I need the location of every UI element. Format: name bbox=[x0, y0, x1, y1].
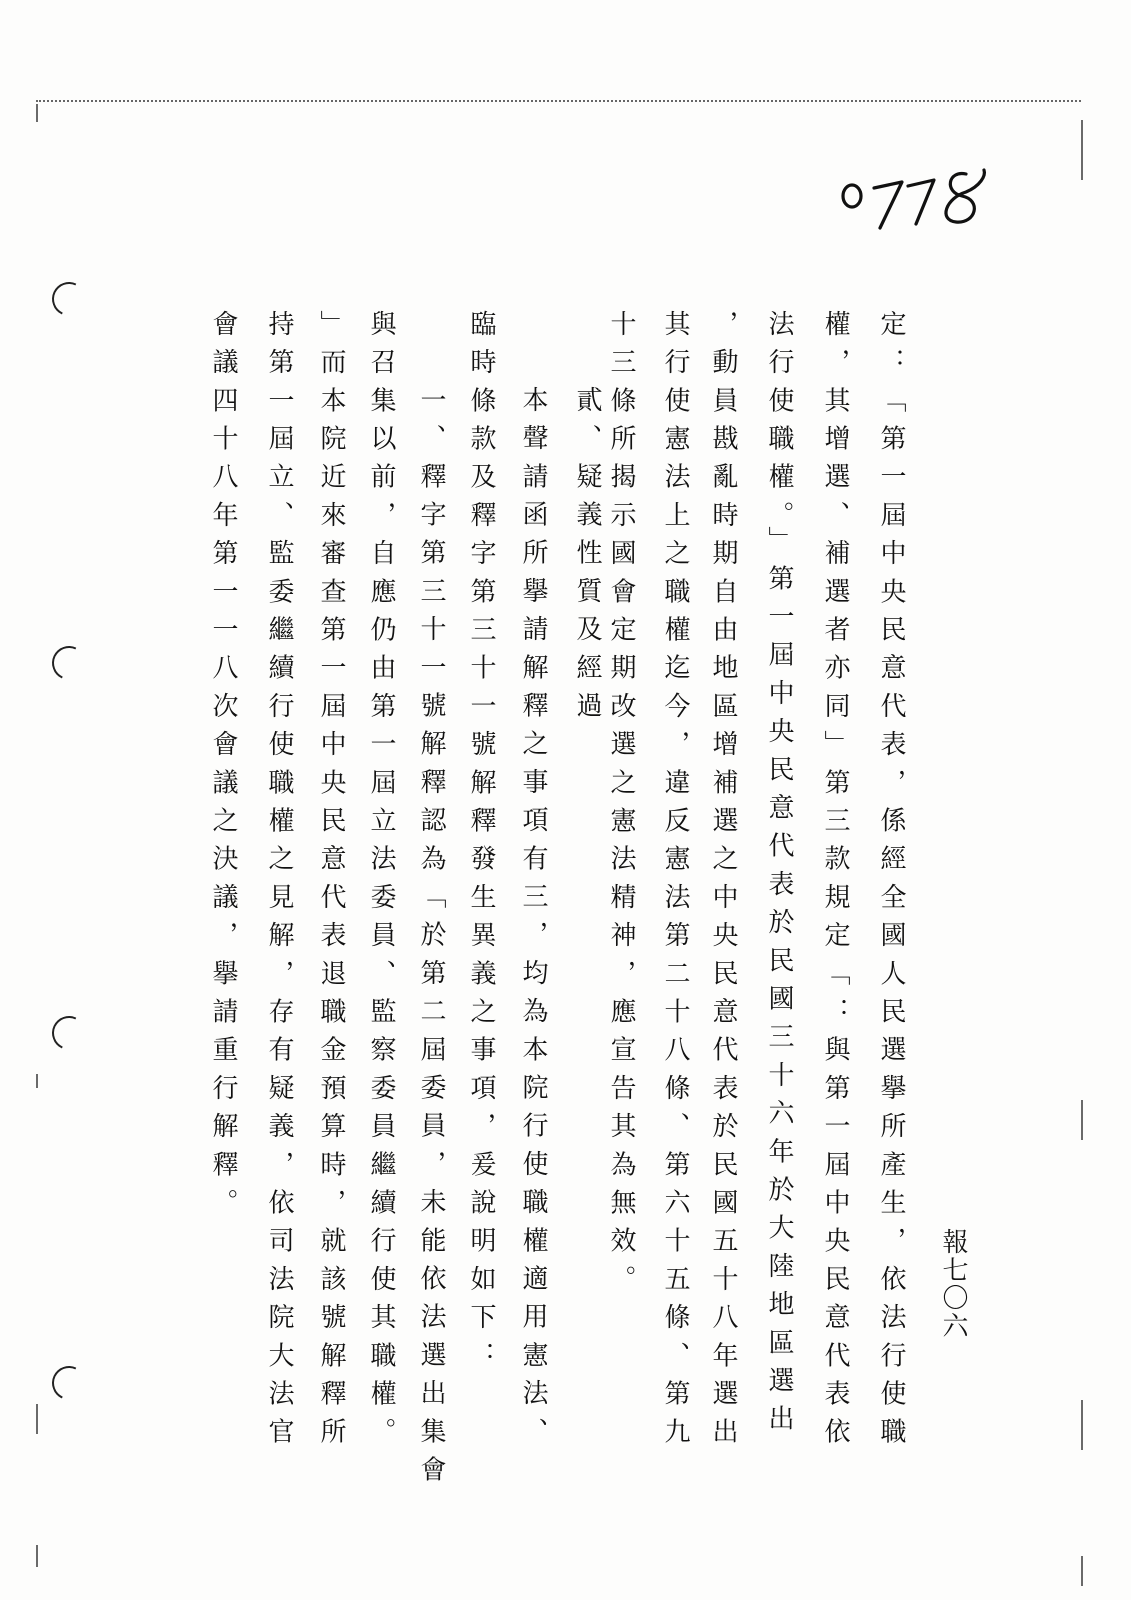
page-label: 報七〇六 bbox=[938, 1228, 968, 1340]
text-column-4: ，動員戡亂時期自由地區增補選之中央民意代表於民國五十八年選出 bbox=[708, 310, 738, 1456]
text-column-5: 其行使憲法上之職權迄今，違反憲法第二十八條、第六十五條、第九 bbox=[660, 310, 690, 1456]
text-column-3: 法行使職權。」第一屆中央民意代表於民國三十六年於大陸地區選出 bbox=[764, 310, 794, 1443]
text-column-12: 」而本院近來審查第一屆中央民意代表退職金預算時，就該號解釋所 bbox=[316, 310, 346, 1456]
top-scan-line bbox=[36, 100, 1081, 102]
punch-hole-mark bbox=[47, 641, 91, 685]
text-column-1: 定：「第一屆中央民意代表，係經全國人民選擧所產生，依法行使職 bbox=[876, 310, 906, 1456]
text-column-6: 十三條所揭示國會定期改選之憲法精神，應宣告其為無效。 bbox=[606, 310, 636, 1304]
text-column-8: 本聲請函所擧請解釋之事項有三，均為本院行使職權適用憲法、 bbox=[518, 386, 548, 1456]
section-heading: 貳、疑義性質及經過 bbox=[572, 386, 602, 730]
left-edge-mark bbox=[36, 1545, 38, 1567]
punch-hole-mark bbox=[47, 277, 91, 321]
text-column-2: 權，其增選、補選者亦同」第三款規定「：與第一屆中央民意代表依 bbox=[820, 310, 850, 1456]
text-column-14: 會議四十八年第一一八次會議之決議，擧請重行解釋。 bbox=[208, 310, 238, 1227]
right-edge-mark bbox=[1081, 1400, 1083, 1450]
handwritten-number bbox=[836, 162, 1006, 242]
left-edge-mark bbox=[36, 1074, 38, 1088]
text-column-10: 一、釋字第三十一號解釋認為「於第二屆委員，未能依法選出集會 bbox=[416, 386, 446, 1494]
punch-hole-mark bbox=[47, 1011, 91, 1055]
left-edge-mark bbox=[36, 1404, 38, 1434]
text-column-9: 臨時條款及釋字第三十一號解釋發生異義之事項，爰說明如下： bbox=[466, 310, 496, 1380]
punch-hole-mark bbox=[47, 1361, 91, 1405]
text-column-11: 與召集以前，自應仍由第一屆立法委員、監察委員繼續行使其職權。 bbox=[366, 310, 396, 1456]
text-column-13: 持第一屆立、監委繼續行使職權之見解，存有疑義，依司法院大法官 bbox=[264, 310, 294, 1456]
right-edge-mark bbox=[1081, 1556, 1083, 1586]
right-edge-mark bbox=[1081, 1100, 1083, 1140]
right-edge-mark bbox=[1081, 120, 1083, 180]
left-edge-mark bbox=[36, 104, 38, 122]
